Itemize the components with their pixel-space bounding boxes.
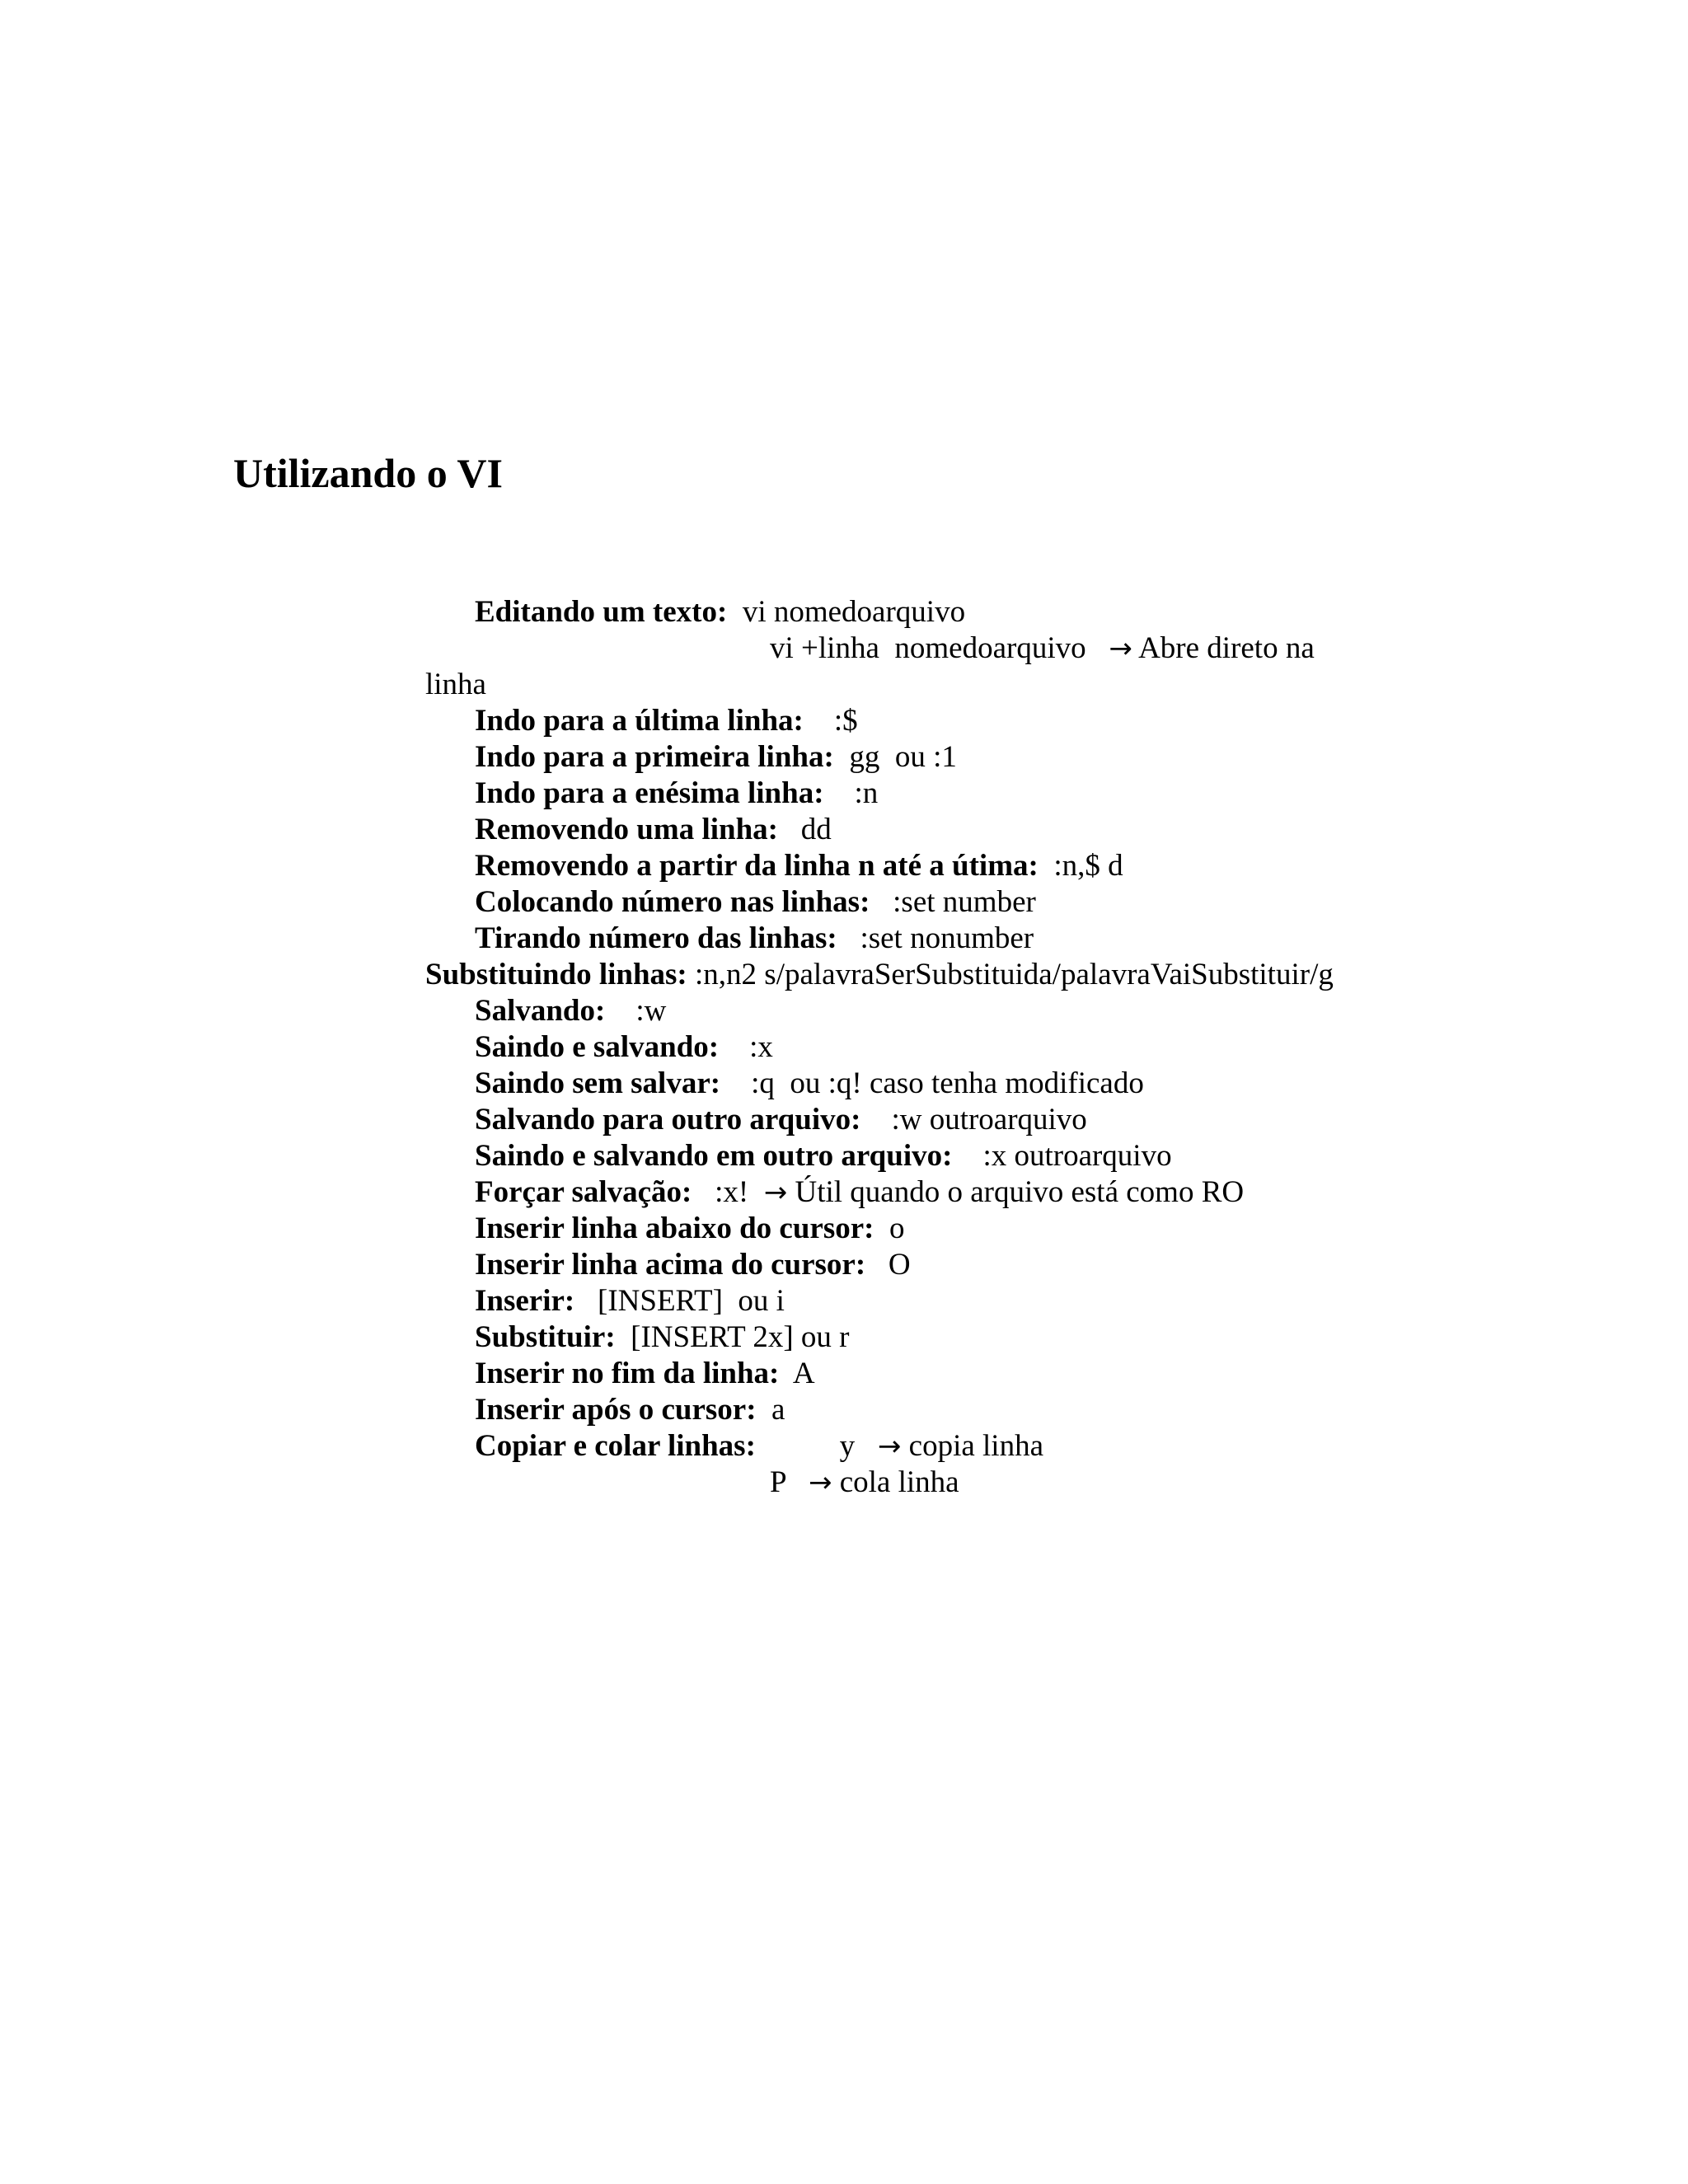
line-note: Abre direto na bbox=[1132, 631, 1315, 665]
line-label: Removendo a partir da linha n até a útima: bbox=[475, 849, 1039, 883]
doc-line bbox=[475, 1282, 785, 1320]
doc-line bbox=[770, 630, 1315, 668]
line-label: Salvando para outro arquivo: bbox=[475, 1103, 861, 1137]
line-label: Tirando número das linhas: bbox=[475, 921, 837, 955]
line-label: Inserir linha acima do cursor: bbox=[475, 1248, 866, 1282]
line-value: o bbox=[874, 1212, 905, 1245]
doc-line bbox=[475, 593, 965, 631]
doc-line bbox=[475, 1355, 815, 1393]
line-value: O bbox=[865, 1248, 911, 1282]
doc-line bbox=[425, 956, 1334, 994]
doc-line bbox=[475, 702, 858, 740]
doc-line bbox=[475, 1029, 773, 1066]
line-label: Saindo e salvando em outro arquivo: bbox=[475, 1139, 953, 1173]
line-label: Forçar salvação: bbox=[475, 1175, 692, 1209]
doc-line bbox=[475, 1174, 1244, 1212]
line-label: Indo para a enésima linha: bbox=[475, 776, 824, 810]
doc-line bbox=[475, 1427, 1043, 1465]
line-label: Saindo sem salvar: bbox=[475, 1066, 721, 1100]
line-label: Salvando: bbox=[475, 994, 606, 1028]
line-value: :n,$ d bbox=[1038, 849, 1123, 883]
line-label: Colocando número nas linhas: bbox=[475, 885, 870, 919]
line-note: copia linha bbox=[901, 1429, 1044, 1463]
arrow-right-icon: → bbox=[763, 1176, 788, 1209]
line-label: Editando um texto: bbox=[475, 595, 728, 629]
line-value: :n bbox=[823, 776, 879, 810]
doc-line bbox=[475, 811, 832, 849]
line-value: :n,n2 s/palavraSerSubstituida/palavraVaiSubstituir/g bbox=[687, 958, 1334, 991]
line-value: :$ bbox=[803, 704, 858, 738]
line-value: vi +linha nomedoarquivo bbox=[770, 631, 1109, 665]
line-label: Copiar e colar linhas: bbox=[475, 1429, 756, 1463]
doc-line bbox=[475, 883, 1036, 921]
line-label: Inserir após o cursor: bbox=[475, 1393, 757, 1427]
doc-line bbox=[475, 920, 1034, 958]
line-label: Substituir: bbox=[475, 1320, 616, 1354]
doc-line bbox=[475, 1065, 1144, 1103]
arrow-right-icon: → bbox=[808, 1466, 832, 1499]
line-label: Inserir: bbox=[475, 1284, 575, 1318]
line-value: :w bbox=[605, 994, 667, 1028]
line-value: dd bbox=[777, 813, 832, 846]
line-note: Útil quando o arquivo está como RO bbox=[787, 1175, 1245, 1209]
doc-line bbox=[475, 1210, 904, 1248]
doc-line bbox=[475, 1137, 1172, 1175]
line-value: :set number bbox=[870, 885, 1036, 919]
arrow-right-icon: → bbox=[877, 1430, 902, 1463]
line-value: [INSERT 2x] ou r bbox=[615, 1320, 850, 1354]
line-value: linha bbox=[425, 668, 486, 701]
line-label: Inserir linha abaixo do cursor: bbox=[475, 1212, 874, 1245]
line-note: cola linha bbox=[832, 1465, 959, 1499]
page-title: Utilizando o VI bbox=[233, 450, 503, 496]
line-label: Indo para a última linha: bbox=[475, 704, 804, 738]
line-value: [INSERT] ou i bbox=[574, 1284, 785, 1318]
doc-line bbox=[475, 1319, 849, 1357]
doc-line bbox=[475, 992, 666, 1030]
doc-line bbox=[475, 1391, 785, 1429]
line-label: Removendo uma linha: bbox=[475, 813, 778, 846]
line-value: :w outroarquivo bbox=[860, 1103, 1087, 1137]
line-label: Inserir no fim da linha: bbox=[475, 1357, 780, 1390]
doc-line bbox=[475, 1246, 911, 1284]
line-value: vi nomedoarquivo bbox=[727, 595, 966, 629]
line-label: Substituindo linhas: bbox=[425, 958, 687, 991]
line-value: a bbox=[756, 1393, 785, 1427]
doc-line bbox=[770, 1464, 959, 1502]
line-value: :x bbox=[719, 1030, 773, 1064]
doc-line bbox=[425, 666, 486, 704]
doc-line bbox=[475, 1101, 1087, 1139]
line-value: P bbox=[770, 1465, 809, 1499]
line-value: :x! bbox=[692, 1175, 764, 1209]
line-value: :x outroarquivo bbox=[952, 1139, 1172, 1173]
line-value: A bbox=[779, 1357, 815, 1390]
line-label: Indo para a primeira linha: bbox=[475, 740, 834, 774]
arrow-right-icon: → bbox=[1109, 632, 1132, 665]
doc-line bbox=[475, 847, 1123, 885]
line-label: Saindo e salvando: bbox=[475, 1030, 720, 1064]
line-value: :q ou :q! caso tenha modificado bbox=[720, 1066, 1144, 1100]
line-value: :set nonumber bbox=[837, 921, 1034, 955]
line-value: gg ou :1 bbox=[833, 740, 957, 774]
doc-line bbox=[475, 738, 957, 776]
line-value: y bbox=[755, 1429, 878, 1463]
doc-line bbox=[475, 775, 878, 813]
